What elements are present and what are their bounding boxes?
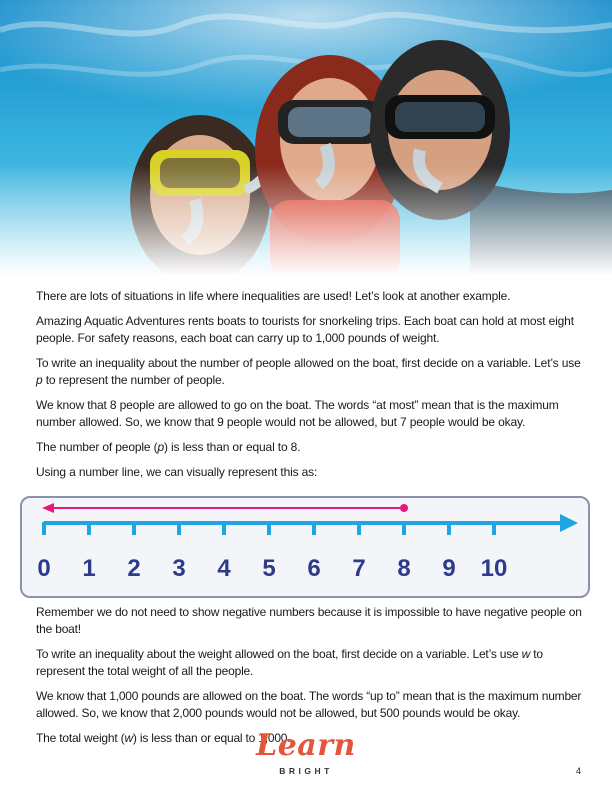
logo-word: Learn [256,728,356,763]
number-line-label: 5 [262,555,276,582]
paragraph-variable-p [36,355,582,389]
text-span: ) is less than or equal to 8. [163,440,301,454]
snorkelers-illustration [0,0,612,300]
variable-w: w [124,731,133,745]
paragraph-up-to: We know that 1,000 pounds are allowed on the boat. The words “up to” mean that is the maximum number allowed. So, we know that 2,000 pounds would not be allowed, but 500 pounds would be okay. [36,689,582,720]
variable-w: w [521,647,531,661]
number-line-label: 10 [480,555,508,582]
number-line-label: 6 [307,555,321,582]
paragraph-number-line-intro: Using a number line, we can visually represent this as: [36,465,318,479]
text-span: To write an inequality about the number of people allowed on the boat, first decide on a variable. Let’s use [36,356,581,370]
paragraph-intro: There are lots of situations in life where inequalities are used! Let’s look at another example. [36,289,511,303]
text-span: to represent the total weight of all the people. [36,647,543,678]
variable-p: p [157,440,164,454]
text-span: The total weight ( [36,731,125,745]
variable-p: p [36,373,43,387]
inequality-arrow-left-icon [42,503,54,513]
number-line-label: 4 [217,555,231,582]
paragraph-p-inequality [36,439,582,456]
number-line-panel [20,496,590,598]
number-line-label: 1 [82,555,96,582]
number-line-label: 2 [127,555,141,582]
inequality-endpoint-dot [400,504,408,512]
hero-photo [0,0,612,300]
number-line [22,498,588,596]
learn-bright-logo [250,728,362,784]
paragraph-negative-note: Remember we do not need to show negative numbers because it is impossible to have negative people on the boat! [36,605,582,636]
number-line-label: 0 [37,555,51,582]
number-line-label: 8 [397,555,411,582]
text-span: The number of people ( [36,440,158,454]
page-number: 4 [576,766,582,776]
text-span: ) is less than or equal to 1,000. [132,731,291,745]
text-span: To write an inequality about the weight allowed on the boat, first decide on a variable. Let’s use [36,647,522,661]
text-span: to represent the number of people. [42,373,225,387]
logo-subtitle: BRIGHT [279,766,333,776]
paragraph-variable-w [36,646,582,680]
number-line-label: 3 [172,555,186,582]
paragraph-boat-rules: Amazing Aquatic Adventures rents boats to tourists for snorkeling trips. Each boat can hold at most eight people. For safety reasons, each boat can carry up to 1,000 pounds of weight. [36,314,574,345]
paragraph-at-most: We know that 8 people are allowed to go on the boat. The words “at most” mean that is the maximum number allowed. So, we know that 9 people would not be allowed, but 7 people would be okay. [36,398,559,429]
intro-text [36,288,582,489]
number-line-arrow-right-icon [560,514,578,532]
number-line-label: 7 [352,555,366,582]
number-line-label: 9 [442,555,456,582]
